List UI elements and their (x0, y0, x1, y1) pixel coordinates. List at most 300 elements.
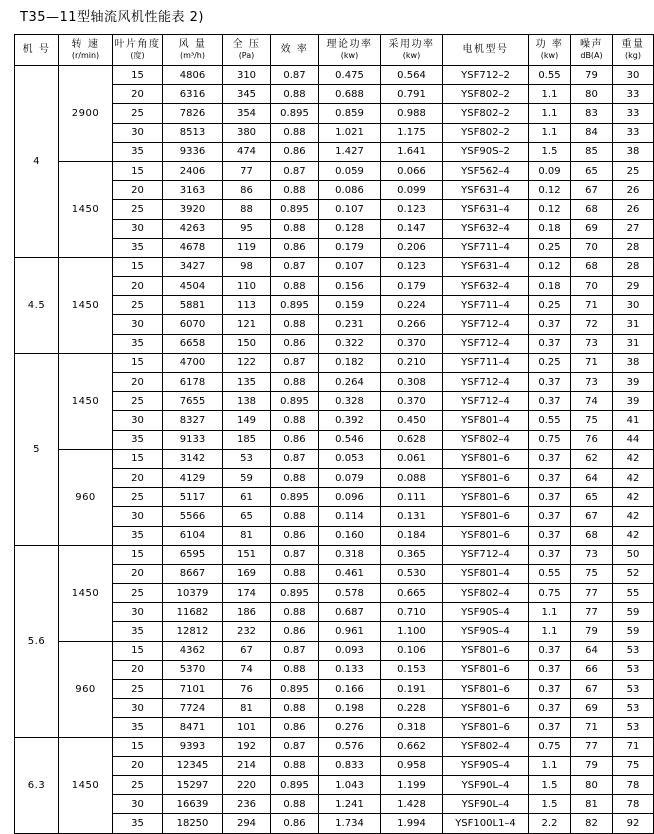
cell-motor-power: 0.37 (529, 392, 571, 411)
cell-applied-power: 0.206 (381, 238, 443, 257)
cell-applied-power: 0.179 (381, 277, 443, 296)
page-title: T35—11型轴流风机性能表 2) (20, 10, 205, 25)
cell-efficiency: 0.88 (271, 795, 319, 814)
cell-total-pressure: 61 (223, 488, 271, 507)
cell-noise: 83 (571, 104, 613, 123)
cell-total-pressure: 192 (223, 737, 271, 756)
cell-total-pressure: 174 (223, 584, 271, 603)
cell-noise: 71 (571, 296, 613, 315)
cell-motor-power: 0.25 (529, 353, 571, 372)
cell-applied-power: 0.106 (381, 641, 443, 660)
cell-theoretical-power: 0.053 (319, 449, 381, 468)
col-header-motor-power: 功 率 (kw) (529, 35, 571, 66)
cell-airflow: 12345 (163, 756, 223, 775)
cell-weight: 53 (613, 680, 654, 699)
cell-motor-power: 1.5 (529, 142, 571, 161)
cell-airflow: 7655 (163, 392, 223, 411)
cell-weight: 42 (613, 526, 654, 545)
cell-noise: 84 (571, 123, 613, 142)
cell-efficiency: 0.87 (271, 545, 319, 564)
cell-airflow: 4362 (163, 641, 223, 660)
cell-noise: 62 (571, 449, 613, 468)
cell-blade-angle: 35 (113, 238, 163, 257)
cell-theoretical-power: 0.086 (319, 181, 381, 200)
cell-airflow: 6595 (163, 545, 223, 564)
cell-noise: 73 (571, 334, 613, 353)
cell-motor-power: 0.75 (529, 430, 571, 449)
cell-motor-power: 0.37 (529, 718, 571, 737)
cell-applied-power: 0.370 (381, 392, 443, 411)
cell-blade-angle: 35 (113, 142, 163, 161)
cell-airflow: 6178 (163, 373, 223, 392)
cell-efficiency: 0.88 (271, 411, 319, 430)
col-header-applied-power: 采用功率 (kw) (381, 35, 443, 66)
table-row (15, 737, 654, 756)
cell-model: 6.3 (15, 737, 59, 833)
cell-applied-power: 1.199 (381, 775, 443, 794)
cell-motor-model: YSF632–4 (443, 277, 529, 296)
cell-airflow: 11682 (163, 603, 223, 622)
cell-airflow: 4263 (163, 219, 223, 238)
cell-model: 4.5 (15, 257, 59, 353)
cell-weight: 50 (613, 545, 654, 564)
cell-noise: 64 (571, 641, 613, 660)
cell-applied-power: 0.365 (381, 545, 443, 564)
cell-efficiency: 0.86 (271, 238, 319, 257)
cell-blade-angle: 20 (113, 468, 163, 487)
col-header-weight: 重量 (kg) (613, 35, 654, 66)
cell-noise: 68 (571, 526, 613, 545)
cell-theoretical-power: 0.133 (319, 660, 381, 679)
cell-blade-angle: 15 (113, 641, 163, 660)
cell-noise: 81 (571, 795, 613, 814)
cell-airflow: 5566 (163, 507, 223, 526)
cell-efficiency: 0.895 (271, 104, 319, 123)
cell-blade-angle: 25 (113, 296, 163, 315)
cell-applied-power: 0.530 (381, 564, 443, 583)
cell-motor-power: 0.37 (529, 699, 571, 718)
cell-weight: 31 (613, 334, 654, 353)
cell-weight: 38 (613, 142, 654, 161)
cell-motor-model: YSF711–4 (443, 296, 529, 315)
cell-blade-angle: 20 (113, 756, 163, 775)
cell-efficiency: 0.86 (271, 814, 319, 833)
cell-efficiency: 0.88 (271, 564, 319, 583)
table-row (15, 257, 654, 276)
cell-theoretical-power: 0.328 (319, 392, 381, 411)
cell-motor-model: YSF562–4 (443, 161, 529, 180)
cell-efficiency: 0.86 (271, 334, 319, 353)
cell-weight: 29 (613, 277, 654, 296)
cell-applied-power: 1.428 (381, 795, 443, 814)
cell-noise: 65 (571, 161, 613, 180)
cell-efficiency: 0.895 (271, 296, 319, 315)
cell-theoretical-power: 0.160 (319, 526, 381, 545)
cell-motor-model: YSF801–6 (443, 507, 529, 526)
cell-noise: 68 (571, 200, 613, 219)
cell-applied-power: 0.308 (381, 373, 443, 392)
cell-efficiency: 0.87 (271, 641, 319, 660)
cell-applied-power: 0.153 (381, 660, 443, 679)
cell-theoretical-power: 0.392 (319, 411, 381, 430)
cell-total-pressure: 122 (223, 353, 271, 372)
cell-theoretical-power: 0.231 (319, 315, 381, 334)
cell-airflow: 7826 (163, 104, 223, 123)
cell-theoretical-power: 1.021 (319, 123, 381, 142)
table-body (15, 66, 654, 834)
cell-airflow: 4700 (163, 353, 223, 372)
table-row (15, 66, 654, 85)
cell-total-pressure: 59 (223, 468, 271, 487)
cell-weight: 42 (613, 468, 654, 487)
cell-efficiency: 0.86 (271, 526, 319, 545)
cell-theoretical-power: 0.114 (319, 507, 381, 526)
cell-motor-model: YSF712–4 (443, 315, 529, 334)
cell-motor-model: YSF801–6 (443, 468, 529, 487)
cell-motor-model: YSF90S–4 (443, 603, 529, 622)
cell-blade-angle: 20 (113, 181, 163, 200)
cell-total-pressure: 98 (223, 257, 271, 276)
table-row (15, 161, 654, 180)
cell-weight: 55 (613, 584, 654, 603)
fan-performance-table (14, 34, 654, 834)
cell-total-pressure: 220 (223, 775, 271, 794)
cell-total-pressure: 88 (223, 200, 271, 219)
cell-efficiency: 0.88 (271, 315, 319, 334)
cell-theoretical-power: 0.688 (319, 85, 381, 104)
cell-total-pressure: 151 (223, 545, 271, 564)
cell-noise: 76 (571, 430, 613, 449)
cell-blade-angle: 30 (113, 795, 163, 814)
cell-efficiency: 0.88 (271, 603, 319, 622)
cell-noise: 71 (571, 718, 613, 737)
cell-motor-power: 0.37 (529, 526, 571, 545)
cell-total-pressure: 113 (223, 296, 271, 315)
cell-total-pressure: 310 (223, 66, 271, 85)
cell-weight: 92 (613, 814, 654, 833)
cell-weight: 41 (613, 411, 654, 430)
cell-noise: 79 (571, 756, 613, 775)
cell-weight: 33 (613, 85, 654, 104)
cell-theoretical-power: 0.578 (319, 584, 381, 603)
cell-motor-model: YSF90S–2 (443, 142, 529, 161)
cell-blade-angle: 30 (113, 411, 163, 430)
col-header-airflow: 风 量 (m³/h) (163, 35, 223, 66)
cell-motor-model: YSF100L1–4 (443, 814, 529, 833)
cell-total-pressure: 345 (223, 85, 271, 104)
cell-total-pressure: 77 (223, 161, 271, 180)
cell-motor-power: 0.55 (529, 564, 571, 583)
cell-blade-angle: 30 (113, 699, 163, 718)
cell-theoretical-power: 0.576 (319, 737, 381, 756)
cell-airflow: 3427 (163, 257, 223, 276)
cell-weight: 59 (613, 603, 654, 622)
cell-blade-angle: 15 (113, 66, 163, 85)
col-header-blade-angle: 叶片角度 (度) (113, 35, 163, 66)
cell-applied-power: 0.099 (381, 181, 443, 200)
cell-motor-model: YSF712–4 (443, 334, 529, 353)
cell-motor-model: YSF712–4 (443, 373, 529, 392)
cell-applied-power: 0.318 (381, 718, 443, 737)
cell-applied-power: 0.628 (381, 430, 443, 449)
cell-total-pressure: 67 (223, 641, 271, 660)
cell-airflow: 5370 (163, 660, 223, 679)
cell-airflow: 7724 (163, 699, 223, 718)
cell-airflow: 9133 (163, 430, 223, 449)
cell-applied-power: 0.450 (381, 411, 443, 430)
cell-motor-power: 0.37 (529, 315, 571, 334)
cell-applied-power: 0.791 (381, 85, 443, 104)
cell-motor-power: 1.1 (529, 603, 571, 622)
cell-rpm: 960 (59, 641, 113, 737)
cell-efficiency: 0.895 (271, 392, 319, 411)
cell-applied-power: 0.184 (381, 526, 443, 545)
cell-theoretical-power: 0.546 (319, 430, 381, 449)
cell-blade-angle: 20 (113, 564, 163, 583)
cell-motor-power: 0.37 (529, 468, 571, 487)
cell-weight: 27 (613, 219, 654, 238)
cell-total-pressure: 232 (223, 622, 271, 641)
cell-efficiency: 0.87 (271, 257, 319, 276)
cell-motor-power: 0.75 (529, 584, 571, 603)
cell-rpm: 960 (59, 449, 113, 545)
cell-airflow: 5117 (163, 488, 223, 507)
cell-airflow: 16639 (163, 795, 223, 814)
cell-motor-power: 1.5 (529, 775, 571, 794)
cell-total-pressure: 81 (223, 699, 271, 718)
col-header-motor-model: 电机型号 (443, 35, 529, 66)
cell-noise: 73 (571, 545, 613, 564)
cell-motor-power: 0.37 (529, 545, 571, 564)
cell-motor-model: YSF802–2 (443, 104, 529, 123)
cell-theoretical-power: 1.427 (319, 142, 381, 161)
cell-motor-model: YSF90S–4 (443, 756, 529, 775)
cell-motor-power: 1.1 (529, 622, 571, 641)
cell-motor-power: 0.12 (529, 200, 571, 219)
cell-motor-power: 0.18 (529, 277, 571, 296)
cell-motor-power: 0.37 (529, 660, 571, 679)
cell-theoretical-power: 0.687 (319, 603, 381, 622)
cell-theoretical-power: 0.961 (319, 622, 381, 641)
cell-blade-angle: 25 (113, 104, 163, 123)
cell-blade-angle: 35 (113, 430, 163, 449)
cell-airflow: 8667 (163, 564, 223, 583)
cell-applied-power: 0.228 (381, 699, 443, 718)
cell-motor-power: 1.1 (529, 85, 571, 104)
cell-blade-angle: 15 (113, 545, 163, 564)
cell-noise: 85 (571, 142, 613, 161)
table-row (15, 641, 654, 660)
cell-applied-power: 0.710 (381, 603, 443, 622)
cell-applied-power: 0.370 (381, 334, 443, 353)
cell-total-pressure: 138 (223, 392, 271, 411)
cell-motor-power: 0.25 (529, 296, 571, 315)
table-row (15, 449, 654, 468)
cell-theoretical-power: 0.166 (319, 680, 381, 699)
cell-total-pressure: 236 (223, 795, 271, 814)
cell-blade-angle: 35 (113, 622, 163, 641)
cell-theoretical-power: 0.318 (319, 545, 381, 564)
cell-motor-model: YSF802–2 (443, 123, 529, 142)
cell-motor-model: YSF711–4 (443, 353, 529, 372)
cell-blade-angle: 15 (113, 353, 163, 372)
cell-motor-model: YSF801–6 (443, 680, 529, 699)
cell-rpm: 2900 (59, 66, 113, 162)
cell-weight: 78 (613, 775, 654, 794)
cell-applied-power: 0.191 (381, 680, 443, 699)
cell-motor-model: YSF631–4 (443, 200, 529, 219)
cell-blade-angle: 30 (113, 123, 163, 142)
cell-airflow: 7101 (163, 680, 223, 699)
cell-theoretical-power: 0.859 (319, 104, 381, 123)
cell-efficiency: 0.86 (271, 430, 319, 449)
cell-motor-power: 0.37 (529, 334, 571, 353)
cell-motor-model: YSF90L–4 (443, 795, 529, 814)
cell-applied-power: 0.111 (381, 488, 443, 507)
cell-noise: 74 (571, 392, 613, 411)
cell-motor-model: YSF802–4 (443, 737, 529, 756)
cell-theoretical-power: 0.107 (319, 200, 381, 219)
cell-airflow: 4129 (163, 468, 223, 487)
cell-efficiency: 0.895 (271, 584, 319, 603)
cell-efficiency: 0.87 (271, 737, 319, 756)
cell-airflow: 8327 (163, 411, 223, 430)
cell-motor-model: YSF801–4 (443, 564, 529, 583)
cell-motor-power: 0.37 (529, 488, 571, 507)
cell-blade-angle: 25 (113, 775, 163, 794)
cell-airflow: 3920 (163, 200, 223, 219)
cell-weight: 75 (613, 756, 654, 775)
cell-total-pressure: 474 (223, 142, 271, 161)
cell-weight: 39 (613, 373, 654, 392)
cell-weight: 53 (613, 660, 654, 679)
cell-noise: 72 (571, 315, 613, 334)
cell-efficiency: 0.895 (271, 680, 319, 699)
table-header (15, 35, 654, 66)
cell-airflow: 4806 (163, 66, 223, 85)
cell-weight: 30 (613, 296, 654, 315)
col-header-rpm: 转 速 (r/min) (59, 35, 113, 66)
cell-noise: 79 (571, 622, 613, 641)
cell-noise: 82 (571, 814, 613, 833)
cell-motor-model: YSF801–6 (443, 641, 529, 660)
cell-motor-power: 2.2 (529, 814, 571, 833)
cell-total-pressure: 81 (223, 526, 271, 545)
cell-efficiency: 0.895 (271, 200, 319, 219)
cell-airflow: 8471 (163, 718, 223, 737)
cell-efficiency: 0.88 (271, 373, 319, 392)
cell-noise: 65 (571, 488, 613, 507)
cell-efficiency: 0.88 (271, 660, 319, 679)
cell-total-pressure: 76 (223, 680, 271, 699)
cell-weight: 52 (613, 564, 654, 583)
cell-applied-power: 0.662 (381, 737, 443, 756)
cell-efficiency: 0.86 (271, 718, 319, 737)
cell-applied-power: 0.123 (381, 257, 443, 276)
cell-total-pressure: 101 (223, 718, 271, 737)
cell-noise: 77 (571, 737, 613, 756)
cell-blade-angle: 25 (113, 680, 163, 699)
cell-applied-power: 0.088 (381, 468, 443, 487)
cell-applied-power: 0.665 (381, 584, 443, 603)
cell-motor-power: 0.75 (529, 737, 571, 756)
cell-weight: 42 (613, 449, 654, 468)
cell-applied-power: 0.958 (381, 756, 443, 775)
cell-noise: 67 (571, 181, 613, 200)
cell-blade-angle: 20 (113, 277, 163, 296)
cell-motor-model: YSF712–4 (443, 392, 529, 411)
cell-model: 5 (15, 353, 59, 545)
cell-total-pressure: 65 (223, 507, 271, 526)
cell-total-pressure: 185 (223, 430, 271, 449)
cell-motor-model: YSF632–4 (443, 219, 529, 238)
cell-model: 4 (15, 66, 59, 258)
cell-blade-angle: 25 (113, 392, 163, 411)
cell-theoretical-power: 0.079 (319, 468, 381, 487)
cell-efficiency: 0.87 (271, 161, 319, 180)
cell-weight: 26 (613, 181, 654, 200)
cell-theoretical-power: 0.156 (319, 277, 381, 296)
cell-airflow: 15297 (163, 775, 223, 794)
cell-total-pressure: 150 (223, 334, 271, 353)
cell-applied-power: 1.641 (381, 142, 443, 161)
cell-weight: 28 (613, 238, 654, 257)
cell-noise: 67 (571, 507, 613, 526)
cell-motor-model: YSF801–6 (443, 718, 529, 737)
cell-noise: 80 (571, 775, 613, 794)
cell-weight: 39 (613, 392, 654, 411)
cell-noise: 66 (571, 660, 613, 679)
cell-total-pressure: 74 (223, 660, 271, 679)
cell-theoretical-power: 1.241 (319, 795, 381, 814)
cell-motor-model: YSF712–4 (443, 545, 529, 564)
cell-blade-angle: 20 (113, 373, 163, 392)
cell-total-pressure: 294 (223, 814, 271, 833)
cell-blade-angle: 30 (113, 603, 163, 622)
cell-blade-angle: 25 (113, 488, 163, 507)
cell-motor-model: YSF90S–4 (443, 622, 529, 641)
cell-total-pressure: 354 (223, 104, 271, 123)
cell-theoretical-power: 0.475 (319, 66, 381, 85)
cell-applied-power: 0.224 (381, 296, 443, 315)
cell-motor-model: YSF712–2 (443, 66, 529, 85)
cell-motor-power: 0.25 (529, 238, 571, 257)
cell-motor-model: YSF631–4 (443, 181, 529, 200)
cell-applied-power: 1.100 (381, 622, 443, 641)
cell-airflow: 6658 (163, 334, 223, 353)
cell-applied-power: 0.147 (381, 219, 443, 238)
cell-efficiency: 0.88 (271, 468, 319, 487)
cell-total-pressure: 380 (223, 123, 271, 142)
cell-rpm: 1450 (59, 257, 113, 353)
cell-rpm: 1450 (59, 737, 113, 833)
cell-motor-power: 1.5 (529, 795, 571, 814)
cell-weight: 53 (613, 641, 654, 660)
cell-weight: 26 (613, 200, 654, 219)
cell-motor-model: YSF90L–4 (443, 775, 529, 794)
cell-efficiency: 0.86 (271, 142, 319, 161)
cell-theoretical-power: 0.159 (319, 296, 381, 315)
col-header-total-pressure: 全 压 (Pa) (223, 35, 271, 66)
cell-theoretical-power: 0.179 (319, 238, 381, 257)
cell-noise: 75 (571, 564, 613, 583)
cell-theoretical-power: 0.182 (319, 353, 381, 372)
cell-noise: 73 (571, 373, 613, 392)
cell-weight: 42 (613, 488, 654, 507)
cell-motor-power: 1.1 (529, 123, 571, 142)
cell-motor-model: YSF802–4 (443, 430, 529, 449)
col-header-efficiency: 效 率 (271, 35, 319, 66)
